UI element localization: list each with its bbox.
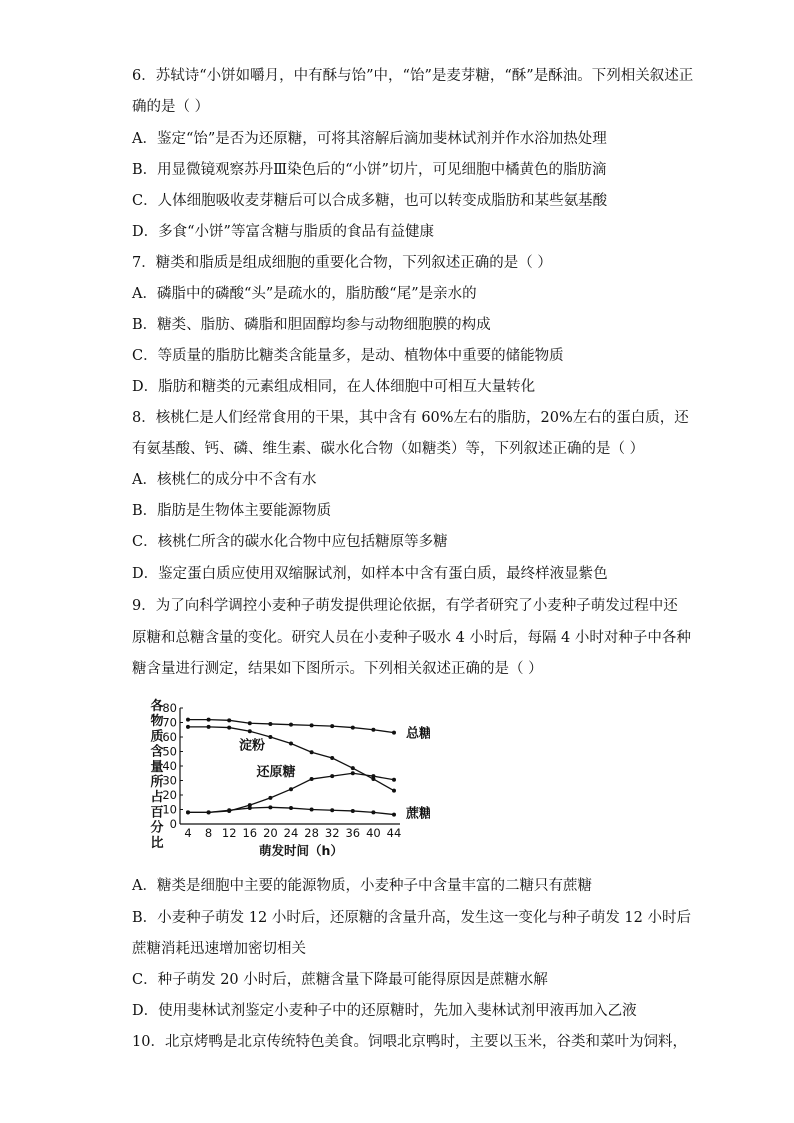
y-tick-label: 70 <box>162 715 177 730</box>
q6-stem-line-2: 确的是（ ） <box>132 99 210 115</box>
data-point <box>392 789 396 793</box>
x-tick-label: 12 <box>221 826 237 840</box>
q7-option-a: A．磷脂中的磷酸“头”是疏水的，脂肪酸“尾”是亲水的 <box>132 286 477 302</box>
data-point <box>392 731 396 735</box>
x-axis-label: 萌发时间（h） <box>259 843 343 858</box>
y-axis-label-char: 比 <box>150 835 164 851</box>
q7-option-c: C．等质量的脂肪比糖类含能量多，是动、植物体中重要的储能物质 <box>132 348 564 364</box>
y-tick-label: 20 <box>162 788 177 802</box>
data-point <box>248 721 252 725</box>
data-point <box>310 750 314 754</box>
x-tick-label: 24 <box>283 826 299 840</box>
q6-stem-line-1: 6．苏轼诗“小饼如嚼月，中有酥与饴”中，“饴”是麦芽糖，“酥”是酥油。下列相关叙述正 <box>132 68 694 84</box>
q8-option-b: B．脂肪是生物体主要能源物质 <box>132 503 332 519</box>
data-point <box>310 723 314 727</box>
q7-option-d: D．脂肪和糖类的元素组成相同，在人体细胞中可相互大量转化 <box>132 379 536 395</box>
y-tick-label: 60 <box>162 730 177 744</box>
data-point <box>330 756 334 760</box>
q8-option-d: D．鉴定蛋白质应使用双缩脲试剂，如样本中含有蛋白质，最终样液显紫色 <box>132 566 608 582</box>
data-point <box>392 778 396 782</box>
series-label: 蔗糖 <box>406 806 430 822</box>
q9-stem-line-1: 9．为了向科学调控小麦种子萌发提供理论依据，有学者研究了小麦种子萌发过程中还 <box>132 598 678 614</box>
q9-option-b-line-2: 蔗糖消耗迅速增加密切相关 <box>132 941 306 957</box>
sugar-chart-svg <box>140 698 430 858</box>
data-point <box>351 771 355 775</box>
data-point <box>289 723 293 727</box>
data-point <box>186 725 190 729</box>
q9-option-b-line-1: B．小麦种子萌发 12 小时后，还原糖的含量升高，发生这一变化与种子萌发 12 小时后 <box>132 910 691 926</box>
q8-stem-line-2: 有氨基酸、钙、磷、维生素、碳水化合物（如糖类）等，下列叙述正确的是（ ） <box>132 441 645 457</box>
x-tick-label: 16 <box>242 826 258 840</box>
data-point <box>392 813 396 817</box>
data-point <box>268 796 272 800</box>
data-point <box>289 787 293 791</box>
series-label: 淀粉 <box>238 738 266 754</box>
series-label: 还原糖 <box>256 764 296 780</box>
x-tick-label: 4 <box>184 826 192 840</box>
x-tick-label: 8 <box>204 826 213 840</box>
y-tick-label: 40 <box>162 759 177 773</box>
y-tick-label: 10 <box>162 802 177 817</box>
x-tick-label: 40 <box>366 826 381 840</box>
data-point <box>289 742 293 746</box>
y-axis-label-char: 物 <box>150 714 164 730</box>
q6-option-d: D．多食“小饼”等富含糖与脂质的食品有益健康 <box>132 224 434 240</box>
q6-option-b: B．用显微镜观察苏丹Ⅲ染色后的“小饼”切片，可见细胞中橘黄色的脂肪滴 <box>132 162 607 178</box>
y-tick-label: 80 <box>162 701 177 715</box>
q7-stem: 7．糖类和脂质是组成细胞的重要化合物，下列叙述正确的是（ ） <box>132 255 552 271</box>
data-point <box>371 810 375 814</box>
data-point <box>289 806 293 810</box>
q8-option-c: C．核桃仁所含的碳水化合物中应包括糖原等多糖 <box>132 534 448 550</box>
data-point <box>227 718 231 722</box>
y-axis-label-char: 占 <box>150 790 164 806</box>
y-tick-label: 0 <box>169 817 177 831</box>
y-tick-label: 50 <box>162 744 177 759</box>
q9-option-a: A．糖类是细胞中主要的能源物质，小麦种子中含量丰富的二糖只有蔗糖 <box>132 878 592 894</box>
y-tick-label: 30 <box>162 773 177 788</box>
series-line <box>188 727 394 791</box>
q9-option-d: D．使用斐林试剂鉴定小麦种子中的还原糖时，先加入斐林试剂甲液再加入乙液 <box>132 1003 637 1019</box>
data-point <box>351 809 355 813</box>
data-point <box>330 808 334 812</box>
data-point <box>186 718 190 722</box>
data-point <box>351 726 355 730</box>
y-axis-label-char: 百 <box>150 805 164 821</box>
data-point <box>248 729 252 733</box>
q9-stem-line-3: 糖含量进行测定，结果如下图所示。下列相关叙述正确的是（ ） <box>132 661 543 677</box>
q7-option-b: B．糖类、脂肪、磷脂和胆固醇均参与动物细胞膜的构成 <box>132 317 491 333</box>
data-point <box>248 806 252 810</box>
y-axis-label-char: 分 <box>150 820 164 836</box>
q8-stem-line-1: 8．核桃仁是人们经常食用的干果，其中含有 60%左右的脂肪，20%左右的蛋白质，还 <box>132 410 689 426</box>
q9-stem-line-2: 原糖和总糖含量的变化。研究人员在小麦种子吸水 4 小时后，每隔 4 小时对种子中各种 <box>132 630 691 646</box>
data-point <box>207 810 211 814</box>
y-axis-label-char: 所 <box>150 775 164 790</box>
y-axis-label-char: 含 <box>150 744 164 760</box>
data-point <box>330 774 334 778</box>
data-point <box>371 774 375 778</box>
q9-option-c: C．种子萌发 20 小时后，蔗糖含量下降最可能得原因是蔗糖水解 <box>132 972 548 988</box>
q10-stem-line-1: 10．北京烤鸭是北京传统特色美食。饲喂北京鸭时，主要以玉米，谷类和菜叶为饲料， <box>132 1034 687 1050</box>
data-point <box>207 725 211 729</box>
x-tick-label: 36 <box>345 826 361 840</box>
y-axis-label-char: 量 <box>150 759 164 775</box>
data-point <box>207 718 211 722</box>
x-tick-label: 20 <box>263 826 278 840</box>
q6-option-c: C．人体细胞吸收麦芽糖后可以合成多糖，也可以转变成脂肪和某些氨基酸 <box>132 193 608 209</box>
x-tick-label: 44 <box>386 826 402 840</box>
data-point <box>268 735 272 739</box>
sugar-content-chart <box>140 698 430 858</box>
data-point <box>351 766 355 770</box>
data-point <box>268 805 272 809</box>
data-point <box>310 777 314 781</box>
series-label: 总糖 <box>406 726 430 742</box>
x-tick-label: 32 <box>324 826 340 840</box>
y-axis-label-char: 质 <box>150 729 164 745</box>
q6-option-a: A．鉴定“饴”是否为还原糖，可将其溶解后滴加斐林试剂并作水浴加热处理 <box>132 131 607 147</box>
data-point <box>310 808 314 812</box>
q8-option-a: A．核桃仁的成分中不含有水 <box>132 472 317 488</box>
data-point <box>227 808 231 812</box>
data-point <box>371 728 375 732</box>
y-axis-label-char: 各 <box>150 699 164 714</box>
x-tick-label: 28 <box>304 826 319 840</box>
data-point <box>330 724 334 728</box>
data-point <box>227 726 231 730</box>
data-point <box>186 810 190 814</box>
data-point <box>268 722 272 726</box>
